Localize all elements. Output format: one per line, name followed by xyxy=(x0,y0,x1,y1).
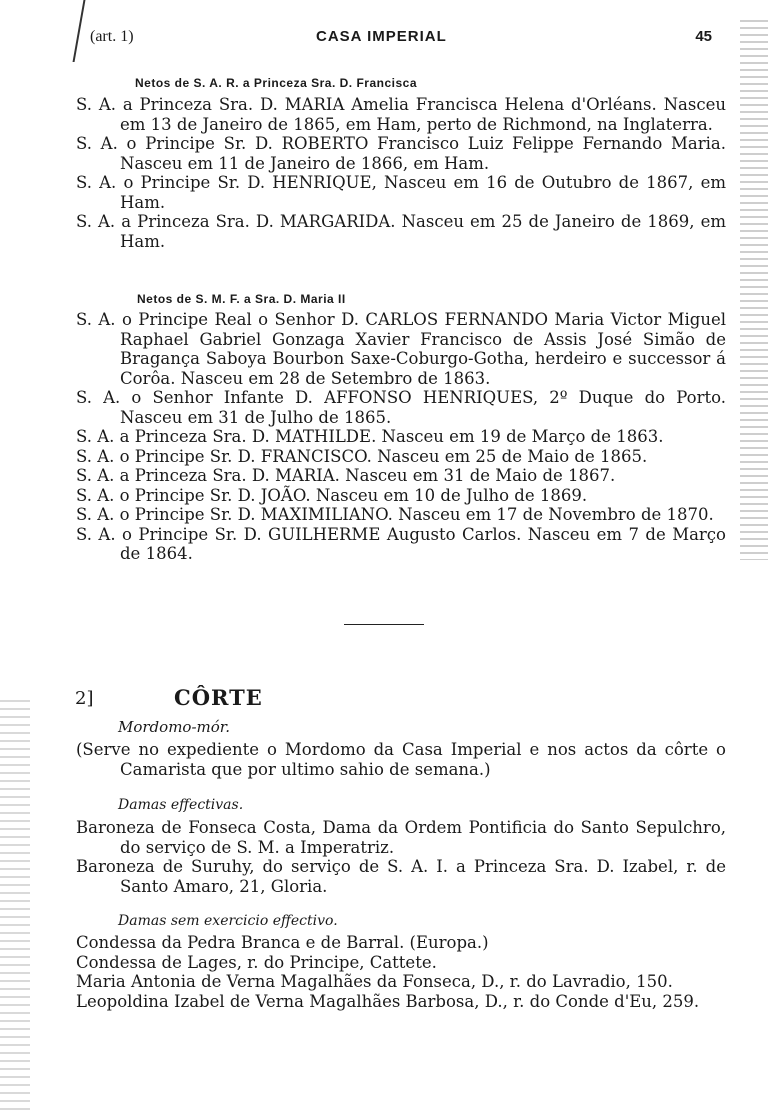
list-item: S. A. o Principe Sr. D. GUILHERME Augusto Carlos. Nasceu em 7 de Março de 1864. xyxy=(76,524,726,563)
left-margin-scan-noise xyxy=(0,700,30,1110)
entries-damas-effectivas xyxy=(76,818,726,896)
list-item: S. A. a Princeza Sra. D. MARIA Amelia Francisca Helena d'Orléans. Nasceu em 13 de Janeiro de 1865, em Ham, perto de Richmond, na Inglaterra. xyxy=(76,95,726,134)
list-item: S. A. a Princeza Sra. D. MARIA. Nasceu em 31 de Maio de 1867. xyxy=(76,466,616,485)
header-title: CASA IMPERIAL xyxy=(316,28,447,45)
list-item: (Serve no expediente o Mordomo da Casa Imperial e nos actos da côrte o Camarista que por ultimo sahio de semana.) xyxy=(76,740,726,779)
mordomo-heading: Mordomo-mór. xyxy=(118,718,231,736)
entries-francisca xyxy=(76,95,726,251)
list-item: S. A. o Principe Sr. D. MAXIMILIANO. Nasceu em 17 de Novembro de 1870. xyxy=(76,505,714,524)
article-ref: (art. 1) xyxy=(90,28,134,45)
running-header xyxy=(90,28,712,50)
section-divider xyxy=(344,624,424,625)
right-margin-scan-noise xyxy=(740,20,768,560)
list-item: S. A. o Principe Sr. D. FRANCISCO. Nasceu em 25 de Maio de 1865. xyxy=(76,446,648,466)
section-title: CÔRTE xyxy=(174,685,263,710)
section-heading-maria: Netos de S. M. F. a Sra. D. Maria II xyxy=(137,292,346,306)
list-item: Maria Antonia de Verna Magalhães da Fonseca, D., r. do Lavradio, 150. xyxy=(76,972,673,991)
list-item: Condessa da Pedra Branca e de Barral. (Europa.) xyxy=(76,933,489,952)
page-number: 45 xyxy=(695,28,712,45)
list-item: S. A. o Principe Sr. D. ROBERTO Francisco Luiz Felippe Fernando Maria. Nasceu em 11 de Janeiro de 1866, em Ham. xyxy=(76,134,726,173)
list-item: S. A. o Principe Sr. D. HENRIQUE, Nasceu em 16 de Outubro de 1867, em Ham. xyxy=(76,173,726,212)
list-item: S. A. a Princeza Sra. D. MATHILDE. Nasceu em 19 de Março de 1863. xyxy=(76,427,664,446)
section-heading-francisca: Netos de S. A. R. a Princeza Sra. D. Francisca xyxy=(135,76,417,90)
list-item: Leopoldina Izabel de Verna Magalhães Barbosa, D., r. do Conde d'Eu, 259. xyxy=(76,991,700,1011)
entries-damas-sem xyxy=(76,933,726,1011)
list-item: Condessa de Lages, r. do Principe, Cattete. xyxy=(76,952,437,972)
list-item: S. A. o Principe Sr. D. JOÃO. Nasceu em 10 de Julho de 1869. xyxy=(76,485,588,505)
list-item: Baroneza de Fonseca Costa, Dama da Ordem Pontificia do Santo Sepulchro, do serviço de S. M. a Imperatriz. xyxy=(76,818,726,857)
entries-maria xyxy=(76,310,726,564)
list-item: S. A. a Princeza Sra. D. MARGARIDA. Nasceu em 25 de Janeiro de 1869, em Ham. xyxy=(76,212,726,251)
binding-edge xyxy=(73,0,86,62)
list-item: Baroneza de Suruhy, do serviço de S. A. I. a Princeza Sra. D. Izabel, r. de Santo Amaro, 21, Gloria. xyxy=(76,857,726,896)
list-item: S. A. o Principe Real o Senhor D. CARLOS FERNANDO Maria Victor Miguel Raphael Gabriel Gonzaga Xavier Francisco de Assis José Simão de Bragança Saboya Bourbon Saxe-Coburgo-Gotha, herdeiro e successor á Corôa. Nasceu em 28 de Setembro de 1863. xyxy=(76,310,726,388)
damas-effectivas-heading: Damas effectivas. xyxy=(118,797,244,813)
list-item: S. A. o Senhor Infante D. AFFONSO HENRIQUES, 2º Duque do Porto. Nasceu em 31 de Julho de 1865. xyxy=(76,388,726,427)
damas-sem-heading: Damas sem exercicio effectivo. xyxy=(118,913,338,929)
section-number: 2] xyxy=(75,688,94,709)
entries-mordomo xyxy=(76,740,726,779)
